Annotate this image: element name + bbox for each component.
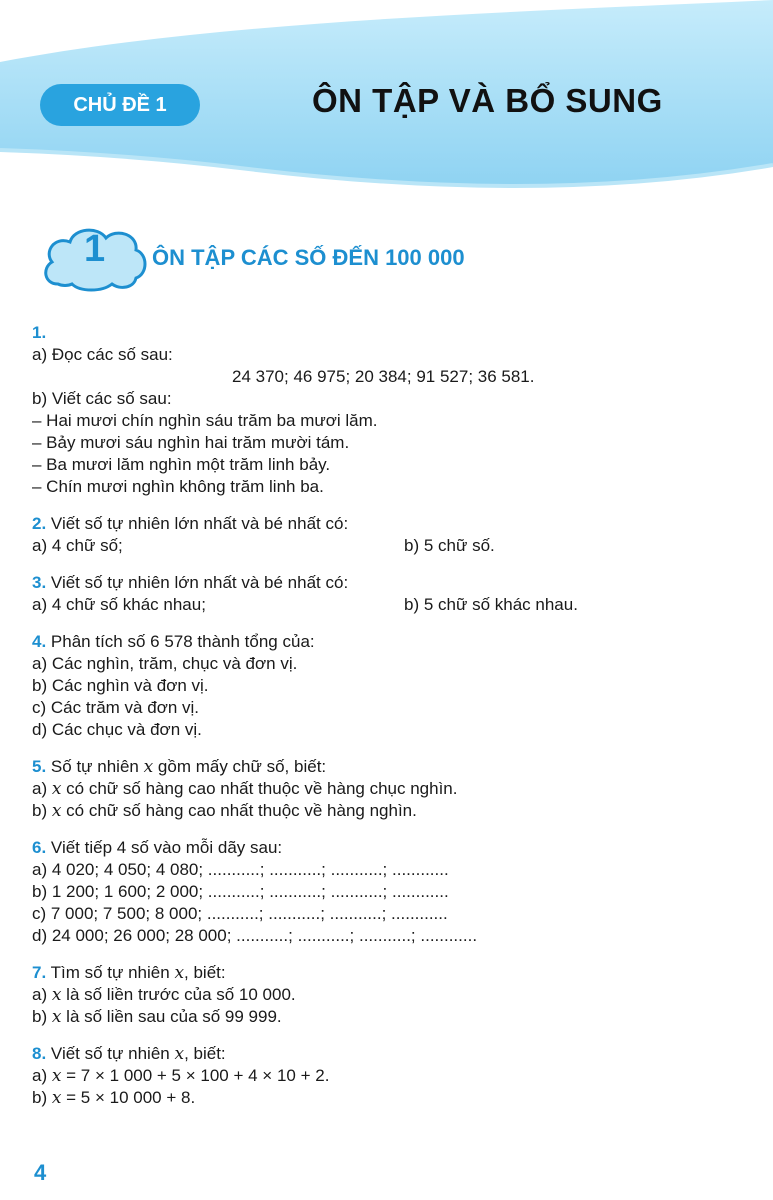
exercise-7 xyxy=(32,962,752,1028)
item-label: b) xyxy=(32,801,52,820)
exercise-number: 7. xyxy=(32,963,47,982)
exercise-text: Viết tiếp 4 số vào mỗi dãy sau: xyxy=(50,838,283,857)
list-item: – Hai mươi chín nghìn sáu trăm ba mươi lăm. xyxy=(32,411,378,430)
math-expression: = 7 × 1 000 + 5 × 100 + 4 × 10 + 2. xyxy=(61,1066,330,1085)
exercise-text: Tìm số tự nhiên xyxy=(50,963,175,982)
item-label: a) xyxy=(32,779,52,798)
topic-chip: CHỦ ĐỀ 1 xyxy=(40,84,200,126)
exercise-number: 5. xyxy=(32,757,47,776)
page-number: 4 xyxy=(34,1160,47,1185)
lesson-title: ÔN TẬP CÁC SỐ ĐẾN 100 000 xyxy=(152,245,465,270)
option-b: b) 5 chữ số. xyxy=(404,536,495,555)
exercise-text: a) Đọc các số sau: xyxy=(32,345,173,364)
item-text: có chữ số hàng cao nhất thuộc về hàng chục nghìn. xyxy=(61,779,458,798)
list-item: – Bảy mươi sáu nghìn hai trăm mười tám. xyxy=(32,433,350,452)
item-label: a) xyxy=(32,1066,52,1085)
exercise-text: , biết: xyxy=(184,963,226,982)
sequence-item: d) 24 000; 26 000; 28 000; ...........; ...........; ...........; ............ xyxy=(32,926,478,945)
item-label: b) xyxy=(32,1007,52,1026)
exercise-2 xyxy=(32,513,752,557)
exercise-text: Viết số tự nhiên lớn nhất và bé nhất có: xyxy=(50,514,349,533)
variable-x: x xyxy=(174,1044,185,1064)
item-label: a) xyxy=(32,985,52,1004)
exercise-text: Số tự nhiên xyxy=(50,757,144,776)
variable-x: x xyxy=(51,985,62,1005)
option-b: b) 5 chữ số khác nhau. xyxy=(404,595,578,614)
chapter-title: ÔN TẬP VÀ BỔ SUNG xyxy=(312,82,663,119)
exercise-text: gồm mấy chữ số, biết: xyxy=(153,757,327,776)
variable-x: x xyxy=(143,757,154,777)
math-expression: = 5 × 10 000 + 8. xyxy=(61,1088,196,1107)
exercise-3 xyxy=(32,572,752,616)
exercise-text: Phân tích số 6 578 thành tổng của: xyxy=(50,632,315,651)
exercise-1 xyxy=(32,322,752,498)
exercise-text: Viết số tự nhiên xyxy=(50,1044,175,1063)
exercise-number: 1. xyxy=(32,323,47,342)
exercise-text: , biết: xyxy=(184,1044,226,1063)
list-item: – Ba mươi lăm nghìn một trăm linh bảy. xyxy=(32,455,331,474)
item-text: là số liền sau của số 99 999. xyxy=(61,1007,282,1026)
sequence-item: a) 4 020; 4 050; 4 080; ...........; ...........; ...........; ............ xyxy=(32,860,449,879)
exercise-number: 3. xyxy=(32,573,47,592)
exercise-number: 8. xyxy=(32,1044,47,1063)
exercise-4 xyxy=(32,631,752,741)
exercise-text: b) Viết các số sau: xyxy=(32,389,172,408)
exercise-text: Viết số tự nhiên lớn nhất và bé nhất có: xyxy=(50,573,349,592)
list-item: – Chín mươi nghìn không trăm linh ba. xyxy=(32,477,324,496)
item-label: b) xyxy=(32,1088,52,1107)
exercise-number: 2. xyxy=(32,514,47,533)
exercise-list xyxy=(32,322,752,1124)
item-text: là số liền trước của số 10 000. xyxy=(61,985,296,1004)
variable-x: x xyxy=(51,1088,62,1108)
variable-x: x xyxy=(51,1066,62,1086)
variable-x: x xyxy=(174,963,185,983)
item-text: có chữ số hàng cao nhất thuộc về hàng nghìn. xyxy=(61,801,417,820)
list-item: c) Các trăm và đơn vị. xyxy=(32,698,200,717)
exercise-number: 6. xyxy=(32,838,47,857)
number-list: 24 370; 46 975; 20 384; 91 527; 36 581. xyxy=(232,367,535,386)
variable-x: x xyxy=(51,779,62,799)
option-a: a) 4 chữ số khác nhau; xyxy=(32,595,206,614)
variable-x: x xyxy=(51,1007,62,1027)
sequence-item: b) 1 200; 1 600; 2 000; ...........; ...........; ...........; ............ xyxy=(32,882,449,901)
sequence-item: c) 7 000; 7 500; 8 000; ...........; ...........; ...........; ............ xyxy=(32,904,448,923)
exercise-6 xyxy=(32,837,752,947)
option-a: a) 4 chữ số; xyxy=(32,536,123,555)
list-item: a) Các nghìn, trăm, chục và đơn vị. xyxy=(32,654,298,673)
exercise-number: 4. xyxy=(32,632,47,651)
list-item: d) Các chục và đơn vị. xyxy=(32,720,202,739)
exercise-8 xyxy=(32,1043,752,1109)
list-item: b) Các nghìn và đơn vị. xyxy=(32,676,209,695)
exercise-5 xyxy=(32,756,752,822)
variable-x: x xyxy=(51,801,62,821)
lesson-number: 1 xyxy=(84,228,106,270)
